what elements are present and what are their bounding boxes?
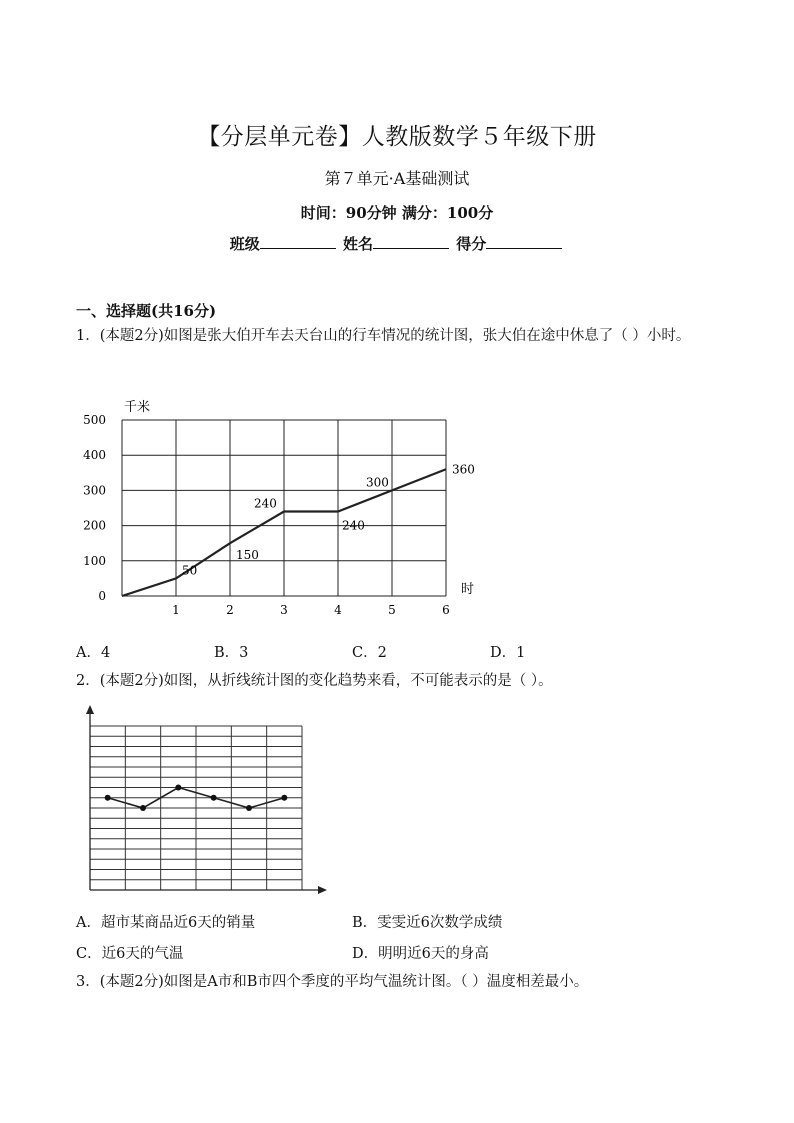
score-label: 得分	[456, 235, 487, 253]
chart-1-data-label: 50	[182, 563, 198, 578]
chart-1-ytick: 300	[83, 483, 106, 498]
question-1-text	[76, 322, 736, 351]
exam-meta: 时间：90分钟 满分：100分	[300, 204, 494, 222]
chart-1-ytick: 500	[83, 413, 106, 427]
class-label: 班级	[229, 235, 260, 253]
q1-option-a[interactable]: A．4	[76, 645, 111, 661]
question-2-number: 2．	[76, 673, 100, 689]
chart-1-ytick: 0	[98, 589, 106, 603]
question-3-number: 3．	[76, 974, 100, 990]
chart-1-data-label: 360	[452, 462, 475, 477]
chart-1-data-label: 300	[366, 475, 389, 490]
question-1-body: (本题2分)如图是张大伯开车去天台山的行车情况的统计图，张大伯在途中休息了（ ）小时。	[99, 328, 691, 344]
chart-1-xtick: 4	[334, 603, 342, 617]
chart-2-point	[140, 805, 146, 811]
chart-2-point	[281, 795, 287, 801]
chart-2-trend	[76, 700, 336, 900]
chart-1-travel-distance	[76, 396, 496, 621]
chart-1-grid	[122, 420, 446, 596]
name-label: 姓名	[342, 235, 373, 253]
chart-1-data-label: 240	[342, 518, 365, 533]
chart-2-y-arrow	[86, 705, 94, 714]
section-title: 一、选择题(共16分)	[76, 302, 217, 320]
chart-1-xlabel: 时	[461, 582, 475, 597]
class-blank[interactable]	[260, 232, 336, 249]
q2-option-b[interactable]: B．雯雯近6次数学成绩	[352, 915, 503, 931]
name-blank[interactable]	[373, 232, 449, 249]
question-3-text	[76, 968, 736, 997]
chart-1-xtick: 3	[280, 603, 288, 617]
chart-2-point	[246, 805, 252, 811]
q1-option-d[interactable]: D．1	[490, 645, 526, 661]
chart-1-xtick: 2	[226, 603, 234, 617]
question-3-body: (本题2分)如图是A市和B市四个季度的平均气温统计图。（ ）温度相差最小。	[99, 974, 589, 990]
question-2-body: (本题2分)如图，从折线统计图的变化趋势来看，不可能表示的是（ ）。	[99, 673, 553, 689]
page-subtitle: 第７单元·A基础测试	[324, 169, 470, 188]
chart-2-point	[175, 785, 181, 791]
q2-option-c[interactable]: C．近6天的气温	[76, 946, 184, 962]
chart-1-data-label: 150	[236, 548, 259, 563]
q1-option-b[interactable]: B．3	[214, 645, 249, 661]
q2-option-a[interactable]: A．超市某商品近6天的销量	[76, 915, 256, 931]
chart-1-ylabel: 千米	[124, 400, 151, 415]
chart-1-ytick: 100	[83, 553, 106, 568]
chart-1-ytick: 400	[83, 448, 106, 463]
chart-2-point	[211, 795, 217, 801]
chart-1-data-label: 240	[254, 496, 277, 511]
chart-1-data-labels	[182, 462, 475, 577]
chart-1-xtick: 5	[388, 603, 396, 617]
question-1-number: 1．	[76, 328, 100, 344]
question-2-text	[76, 667, 736, 696]
chart-1-xtick: 6	[442, 603, 450, 617]
q1-option-c[interactable]: C．2	[352, 645, 387, 661]
chart-1-xtick: 1	[172, 603, 180, 617]
page-title: 【分层单元卷】人教版数学５年级下册	[197, 124, 597, 150]
student-info-line	[0, 232, 794, 254]
chart-2-x-arrow	[318, 886, 327, 894]
chart-2-point	[105, 795, 111, 801]
chart-1-ticks	[83, 413, 450, 617]
q2-option-d[interactable]: D．明明近6天的身高	[352, 946, 489, 962]
score-blank[interactable]	[486, 232, 562, 249]
chart-2-grid	[86, 705, 327, 894]
chart-1-ytick: 200	[83, 518, 106, 533]
